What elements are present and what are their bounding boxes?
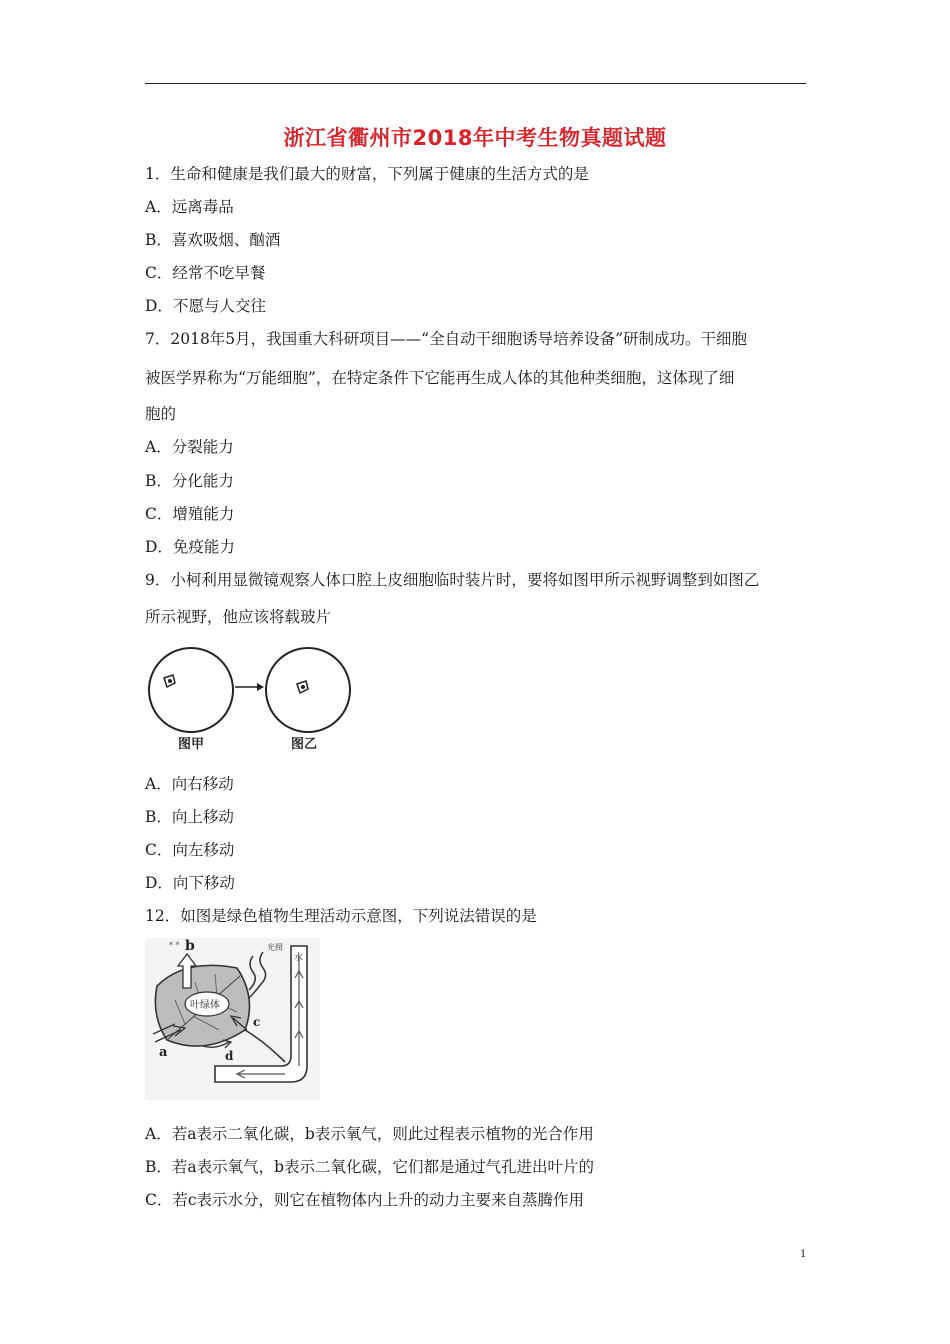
q9-stem-line-2: 所示视野，他应该将载玻片 [145, 608, 332, 626]
q7-stem-line-2: 被医学界称为“万能细胞”，在特定条件下它能再生成人体的其他种类细胞，这体现了细 [145, 369, 735, 387]
epithelial-cell-icon [297, 681, 308, 693]
q7-option-c: C．增殖能力 [145, 505, 235, 523]
q12-option-b: B．若a表示氧气，b表示二氧化碳，它们都是通过气孔进出叶片的 [145, 1158, 595, 1176]
field-of-view-a [149, 648, 233, 732]
q1-option-b: B．喜欢吸烟、酗酒 [145, 231, 281, 249]
chloroplast [185, 992, 229, 1016]
label-c: c [253, 1015, 261, 1029]
q9-option-b: B．向上移动 [145, 808, 234, 826]
q12-stem: 12．如图是绿色植物生理活动示意图，下列说法错误的是 [145, 907, 537, 925]
svg-text:* *: * * [169, 941, 180, 950]
field-of-view-b [266, 648, 350, 732]
q7-stem-line-1: 7．2018年5月，我国重大科研项目——“全自动干细胞诱导培养设备”研制成功。干细胞 [145, 330, 748, 348]
q1-option-a: A．远离毒品 [145, 198, 234, 216]
document-title: 浙江省衢州市2018年中考生物真题试题 [283, 126, 667, 150]
header-rule [145, 83, 806, 84]
label-d: d [225, 1049, 234, 1063]
page-number: 1 [800, 1246, 806, 1260]
q12-option-c: C．若c表示水分，则它在植物体内上升的动力主要来自蒸腾作用 [145, 1191, 585, 1209]
light-label: 光照 [267, 943, 283, 952]
q9-option-c: C．向左移动 [145, 841, 235, 859]
q9-option-d: D．向下移动 [145, 874, 235, 892]
q7-option-d: D．免疫能力 [145, 538, 235, 556]
arrow-right-icon [235, 683, 264, 691]
q1-stem: 1．生命和健康是我们最大的财富，下列属于健康的生活方式的是 [145, 165, 589, 183]
figure-label-left: 图甲 [178, 737, 205, 752]
q7-option-a: A．分裂能力 [145, 438, 234, 456]
label-b: b [185, 938, 195, 954]
q9-stem-line-1: 9．小柯利用显微镜观察人体口腔上皮细胞临时装片时，要将如图甲所示视野调整到如图乙 [145, 571, 760, 589]
q1-option-d: D．不愿与人交往 [145, 297, 266, 315]
chloroplast-label: 叶绿体 [190, 1000, 220, 1011]
q9-option-a: A．向右移动 [145, 775, 234, 793]
q7-stem-line-3: 胞的 [145, 405, 177, 423]
water-label: 水 [294, 953, 304, 963]
q1-option-c: C．经常不吃早餐 [145, 264, 266, 282]
plant-physiology-figure [145, 938, 320, 1100]
q12-option-a: A．若a表示二氧化碳，b表示氧气，则此过程表示植物的光合作用 [145, 1125, 594, 1143]
microscope-field-figure [145, 640, 360, 758]
epithelial-cell-icon [164, 675, 175, 687]
q7-option-b: B．分化能力 [145, 472, 234, 490]
label-a: a [159, 1045, 168, 1060]
figure-label-right: 图乙 [291, 737, 318, 752]
